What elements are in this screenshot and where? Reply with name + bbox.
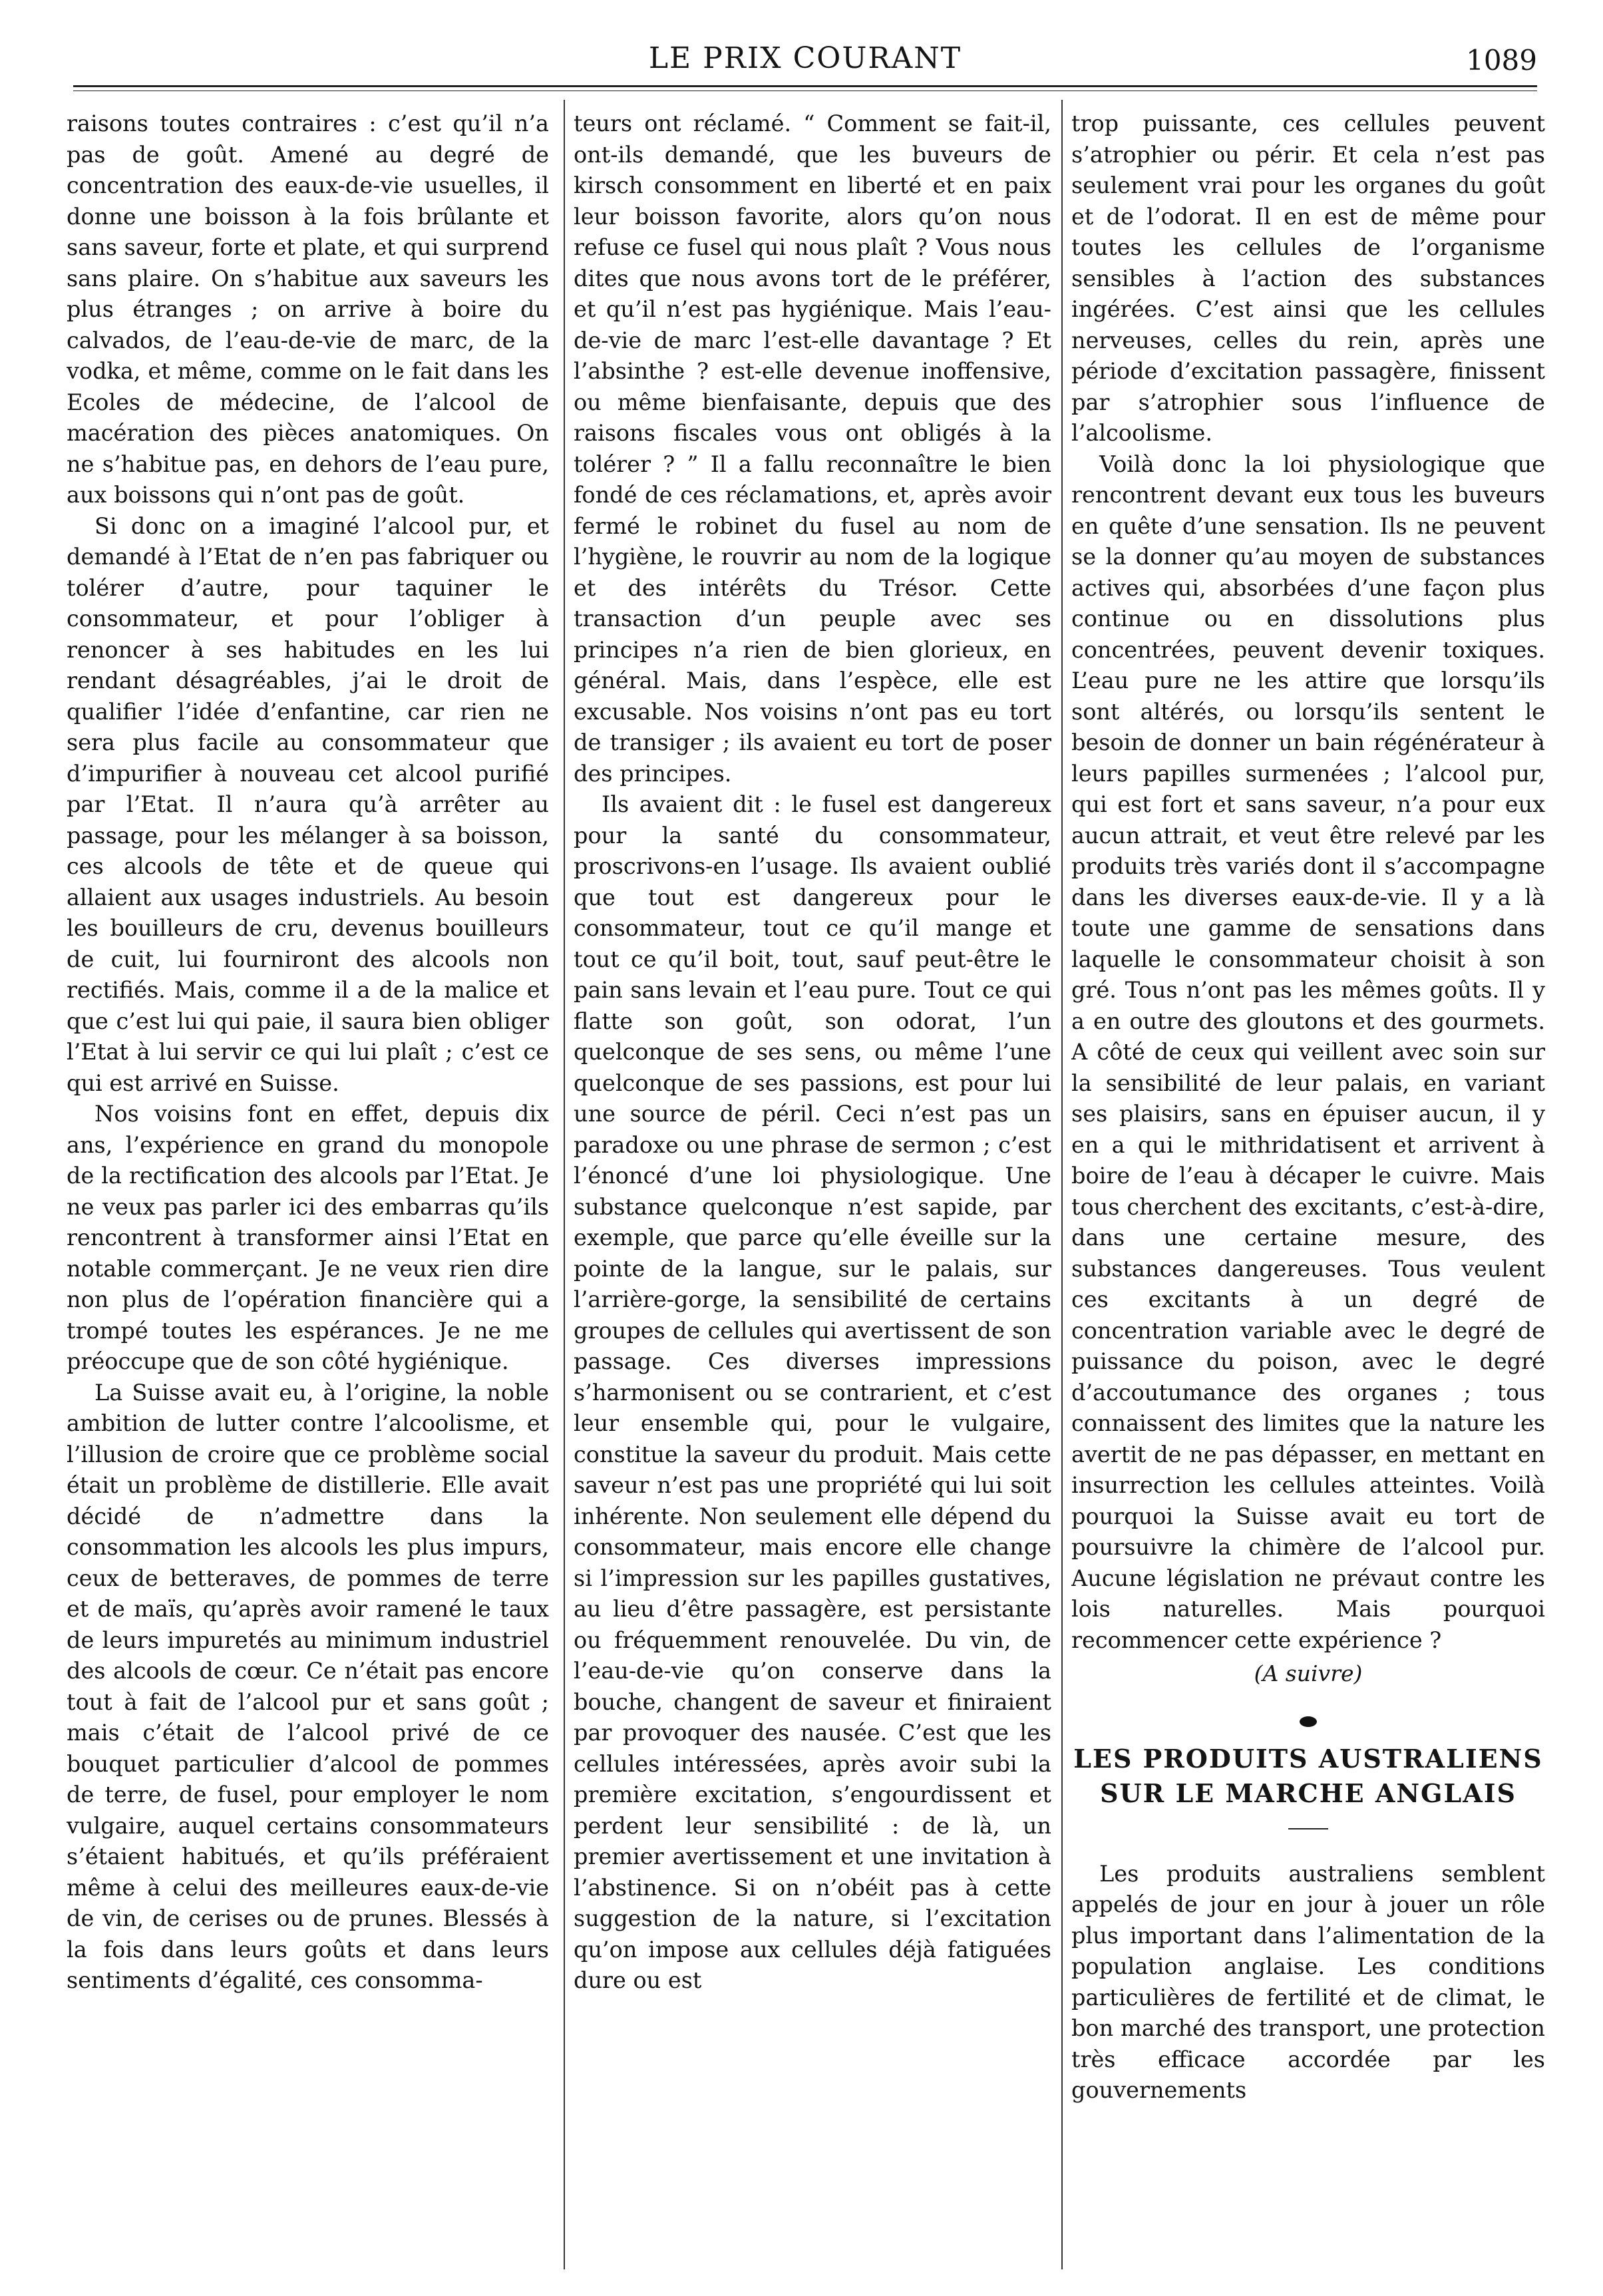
paragraph: raisons toutes contraires : c’est qu’il n’a pas de goût. Amené au degré de concentration des eaux-de-vie usuelles, il donne une boisson à la fois brûlante et sans saveur, forte et plate, et qui surprend sans plaire. On s’habitue aux saveurs les plus étranges ; on arrive à boire du calvados, de l’eau-de-vie de marc, de la vodka, et même, comme on le fait dans les Ecoles de médecine, de l’alcool de macération des pièces anatomiques. On ne s’habitue pas, en dehors de l’eau pure, aux boissons qui n’ont pas de goût.: [67, 110, 549, 508]
paragraph: Voilà donc la loi physiologique que rencontrent devant eux tous les buveurs en quête d’une sensation. Ils ne peuvent se la donner qu’au moyen de substances actives qui, absorbées d’une façon plus continue ou en dissolutions plus concentrées, peuvent devenir toxiques. L’eau pure ne les attire que lorsqu’ils sont altérés, ou lorsqu’ils sentent le besoin de donner un bain régénérateur à leurs papilles surmenées ; l’alcool pur, qui est fort et sans saveur, n’a pour eux aucun attrait, et veut être relevé par les produits très variés dont il s’accompagne dans les diverses eaux-de-vie. Il y a là toute une gamme de sensations dans laquelle le consommateur choisit à son gré. Tous n’ont pas les mêmes goûts. Il y a en outre des gloutons et des gourmets. A côté de ceux qui veillent avec soin sur la sensibilité de leur palais, en variant ses plaisirs, sans en épuiser aucun, il y en a qui le mithridatisent et arrivent à boire de l’eau à décaper le cuivre. Mais tous cherchent des excitants, c’est-à-dire, dans une certaine mesure, des substances dangereuses. Tous veulent ces excitants à un degré de concentration variable avec le degré de puissance du poison, avec le degré d’accoutumance des organes ; tous connaissent des limites que la nature les avertit de ne pas dépasser, en mettant en insurrection les cellules atteintes. Voilà pourquoi la Suisse avait eu tort de poursuivre la chimère de l’alcool pur. Aucune législation ne prévaut contre les lois naturelles. Mais pourquoi recommencer cette expérience ?: [1071, 451, 1545, 1653]
paragraph: Les produits australiens semblent appelés de jour en jour à jouer un rôle plus important dans l’alimentation de la population anglaise. Les conditions particulières de fertilité et de climat, le bon marché des transport, une protection très efficace accordée par les gouvernements: [1071, 1860, 1545, 2103]
page-number: 1089: [1466, 44, 1537, 77]
column-2: [574, 108, 1051, 2285]
column-rule-2: [1061, 100, 1063, 2269]
article-title: [1071, 1742, 1545, 1811]
to-be-continued: (A suivre): [1254, 1660, 1363, 1686]
column-1: [67, 108, 549, 2285]
ornament-icon: [1300, 1716, 1317, 1727]
header-rule: [73, 85, 1537, 87]
column-rule-1: [564, 100, 565, 2269]
running-title: LE PRIX COURANT: [648, 41, 962, 75]
title-rule: [1288, 1828, 1328, 1829]
article-title-line-2: SUR LE MARCHE ANGLAIS: [1100, 1778, 1516, 1808]
running-head: [73, 39, 1537, 79]
column-3: [1071, 108, 1545, 2285]
article-title-line-1: LES PRODUITS AUSTRALIENS: [1073, 1743, 1543, 1774]
paragraph: La Suisse avait eu, à l’origine, la noble ambition de lutter contre l’alcoolisme, et l’illusion de croire que ce problème social était un problème de distillerie. Elle avait décidé de n’admettre dans la consommation les alcools les plus impurs, ceux de betteraves, de pommes de terre et de maïs, qu’après avoir ramené le taux de leurs impuretés au minimum industriel des alcools de cœur. Ce n’était pas encore tout à fait de l’alcool pur et sans goût ; mais c’était de l’alcool privé de ce bouquet particulier d’alcool de pommes de terre, de fusel, pour employer le nom vulgaire, auquel certains consommateurs s’étaient habitués, et qu’ils préféraient même à celui des meilleures eaux-de-vie de vin, de cerises ou de prunes. Blessés à la fois dans leurs goûts et dans leurs sentiments d’égalité, ces consomma-: [67, 1379, 549, 1993]
paragraph: Ils avaient dit : le fusel est dangereux pour la santé du consommateur, proscrivons-en l’usage. Ils avaient oublié que tout est dangereux pour le consommateur, tout ce qu’il mange et tout ce qu’il boit, tout, sauf peut-être le pain sans levain et l’eau pure. Tout ce qui flatte son goût, son odorat, l’un quelconque de ses sens, ou même l’une quelconque de ses passions, est pour lui une source de péril. Ceci n’est pas un paradoxe ou une phrase de sermon ; c’est l’énoncé d’une loi physiologique. Une substance quelconque n’est sapide, par exemple, que parce qu’elle éveille sur la pointe de la langue, sur le palais, sur l’arrière-gorge, la sensibilité de certains groupes de cellules qui avertissent de son passage. Ces diverses impressions s’harmonisent ou se contrarient, et c’est leur ensemble qui, pour le vulgaire, constitue la saveur du produit. Mais cette saveur n’est pas une propriété qui lui soit inhérente. Non seulement elle dépend du consommateur, mais encore elle change si l’impression sur les papilles gustatives, au lieu d’être passagère, est persistante ou fréquemment renouvelée. Du vin, de l’eau-de-vie qu’on conserve dans la bouche, changent de saveur et finiraient par provoquer des nausée. C’est que les cellules intéressées, après avoir subi la première excitation, s’engourdissent et perdent leur sensibilité : de là, un premier avertissement et une invitation à l’abstinence. Si on n’obéit pas à cette suggestion de la nature, si l’excitation qu’on impose aux cellules déjà fatiguées dure ou est: [574, 791, 1051, 1993]
paragraph: Si donc on a imaginé l’alcool pur, et demandé à l’Etat de n’en pas fabriquer ou tolérer d’autre, pour taquiner le consommateur, et pour l’obliger à renoncer à ses habitudes en les lui rendant désagréables, j’ai le droit de qualifier l’idée d’enfantine, car rien ne sera plus facile au consommateur que d’impurifier à nouveau cet alcool purifié par l’Etat. Il n’aura qu’à arrêter au passage, pour les mélanger à sa boisson, ces alcools de tête et de queue qui allaient aux usages industriels. Au besoin les bouilleurs de cru, devenus bouilleurs de cuit, lui fourniront des alcools non rectifiés. Mais, comme il a de la malice et que c’est lui qui paie, il saura bien obliger l’Etat à lui servir ce qui lui plaît ; c’est ce qui est arrivé en Suisse.: [67, 512, 549, 1096]
paragraph: trop puissante, ces cellules peuvent s’atrophier ou périr. Et cela n’est pas seulement vrai pour les organes du goût et de l’odorat. Il en est de même pour toutes les cellules de l’organisme sensibles à l’action des substances ingérées. C’est ainsi que les cellules nerveuses, celles du rein, après une période d’excitation passagère, finissent par s’atrophier sous l’influence de l’alcoolisme.: [1071, 110, 1545, 446]
paragraph: Nos voisins font en effet, depuis dix ans, l’expérience en grand du monopole de la rectification des alcools par l’Etat. Je ne veux pas parler ici des embarras qu’ils rencontrent à transformer ainsi l’Etat en notable commerçant. Je ne veux rien dire non plus de l’opération financière qui a trompé toutes les espérances. Je ne me préoccupe que de son côté hygiénique.: [67, 1101, 549, 1374]
paragraph: teurs ont réclamé. “ Comment se fait-il, ont-ils demandé, que les buveurs de kirsch consomment en liberté et en paix leur boisson favorite, alors qu’on nous refuse ce fusel qui nous plaît ? Vous nous dites que nous avons tort de le préférer, et qu’il n’est pas hygiénique. Mais l’eau-de-vie de marc l’est-elle davantage ? Et l’absinthe ? est-elle devenue inoffensive, ou même bienfaisante, depuis que des raisons fiscales vous ont obligés à la tolérer ? ” Il a fallu reconnaître le bien fondé de ces réclamations, et, après avoir fermé le robinet du fusel au nom de l’hygiène, le rouvrir au nom de la logique et des intérêts du Trésor. Cette transaction d’un peuple avec ses principes n’a rien de bien glorieux, en général. Mais, dans l’espèce, elle est excusable. Nos voisins n’ont pas eu tort de transiger ; ils avaient eu tort de poser des principes.: [574, 110, 1051, 787]
